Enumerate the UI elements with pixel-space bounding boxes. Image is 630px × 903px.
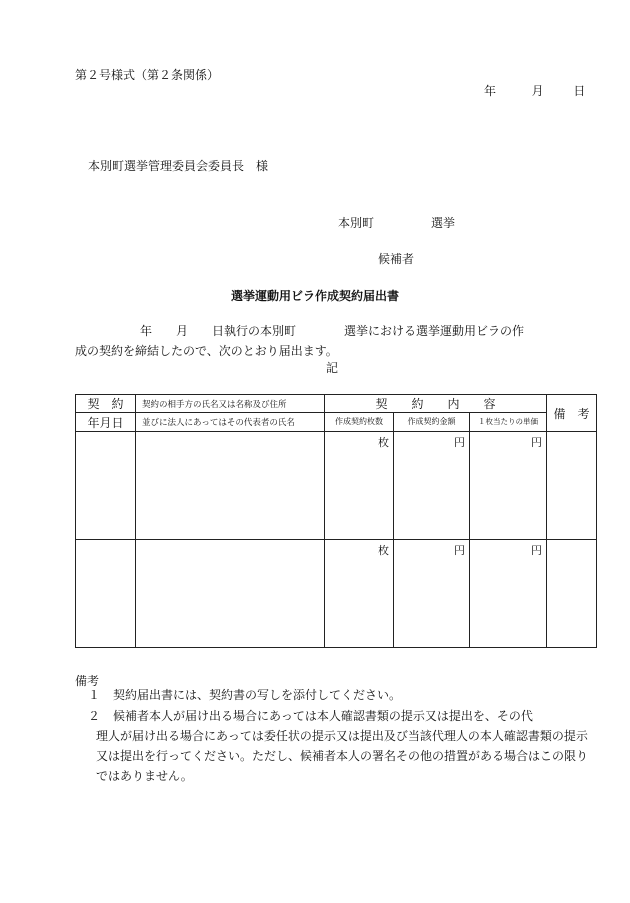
cell-date[interactable] (76, 432, 136, 540)
note-item-1 (88, 685, 588, 705)
cell-date[interactable] (76, 540, 136, 648)
ki-label: 記 (326, 361, 339, 375)
cell-unit-price[interactable]: 円 (470, 432, 547, 540)
header-date-top: 契 約 (76, 395, 136, 413)
sender-town: 本別町 (338, 216, 375, 230)
note-text-first: 候補者本人が届け出る場合にあっては本人確認書類の提示又は提出を、その代 (113, 709, 533, 723)
cell-count[interactable]: 枚 (325, 432, 394, 540)
header-party-top: 契約の相手方の氏名又は名称及び住所 (136, 395, 325, 413)
cell-remarks[interactable] (547, 432, 597, 540)
sender-election: 選挙 (431, 216, 456, 230)
body-line-1: 年 月 日執行の本別町 選挙における選挙運動用ビラの作 (140, 324, 525, 338)
cell-unit-price[interactable]: 円 (470, 540, 547, 648)
header-remarks: 備 考 (547, 395, 597, 432)
note-number: ２ (88, 709, 101, 723)
year-label: 年 (484, 84, 497, 98)
document-title: 選挙運動用ビラ作成契約届出書 (230, 289, 399, 303)
contract-table (75, 394, 597, 648)
addressee: 本別町選挙管理委員会委員長 様 (88, 159, 269, 173)
cell-amount[interactable]: 円 (394, 432, 470, 540)
body-line-2: 成の契約を締結したので、次のとおり届出ます。 (75, 344, 338, 358)
header-party-bottom: 並びに法人にあってはその代表者の氏名 (136, 413, 325, 432)
cell-count[interactable]: 枚 (325, 540, 394, 648)
sender-candidate: 候補者 (378, 252, 415, 266)
day-label: 日 (573, 84, 586, 98)
note-number: １ (88, 688, 101, 702)
note-text: 契約届出書には、契約書の写しを添付してください。 (113, 688, 402, 702)
date-line (484, 82, 585, 99)
cell-party[interactable] (136, 540, 325, 648)
header-amount: 作成契約金額 (394, 413, 470, 432)
note-item-2 (88, 706, 588, 786)
header-date-bottom: 年月日 (76, 413, 136, 432)
month-label: 月 (531, 84, 544, 98)
cell-remarks[interactable] (547, 540, 597, 648)
note-text-rest: 理人が届け出る場合にあっては委任状の提示又は提出及び当該代理人の本人確認書類の提示又は提出を行ってください。ただし、候補者本人の署名その他の措置がある場合はこの限りではありません。 (96, 729, 589, 783)
sender-town-line (338, 214, 455, 231)
table-row (76, 432, 597, 540)
cell-amount[interactable]: 円 (394, 540, 470, 648)
table-row (76, 540, 597, 648)
header-count: 作成契約枚数 (325, 413, 394, 432)
cell-party[interactable] (136, 432, 325, 540)
header-unit-price: １枚当たりの単価 (470, 413, 547, 432)
header-contract: 契 約 内 容 (325, 395, 547, 413)
notes-title: 備考 (75, 674, 100, 688)
form-number-label: 第２号様式（第２条関係） (75, 68, 220, 82)
